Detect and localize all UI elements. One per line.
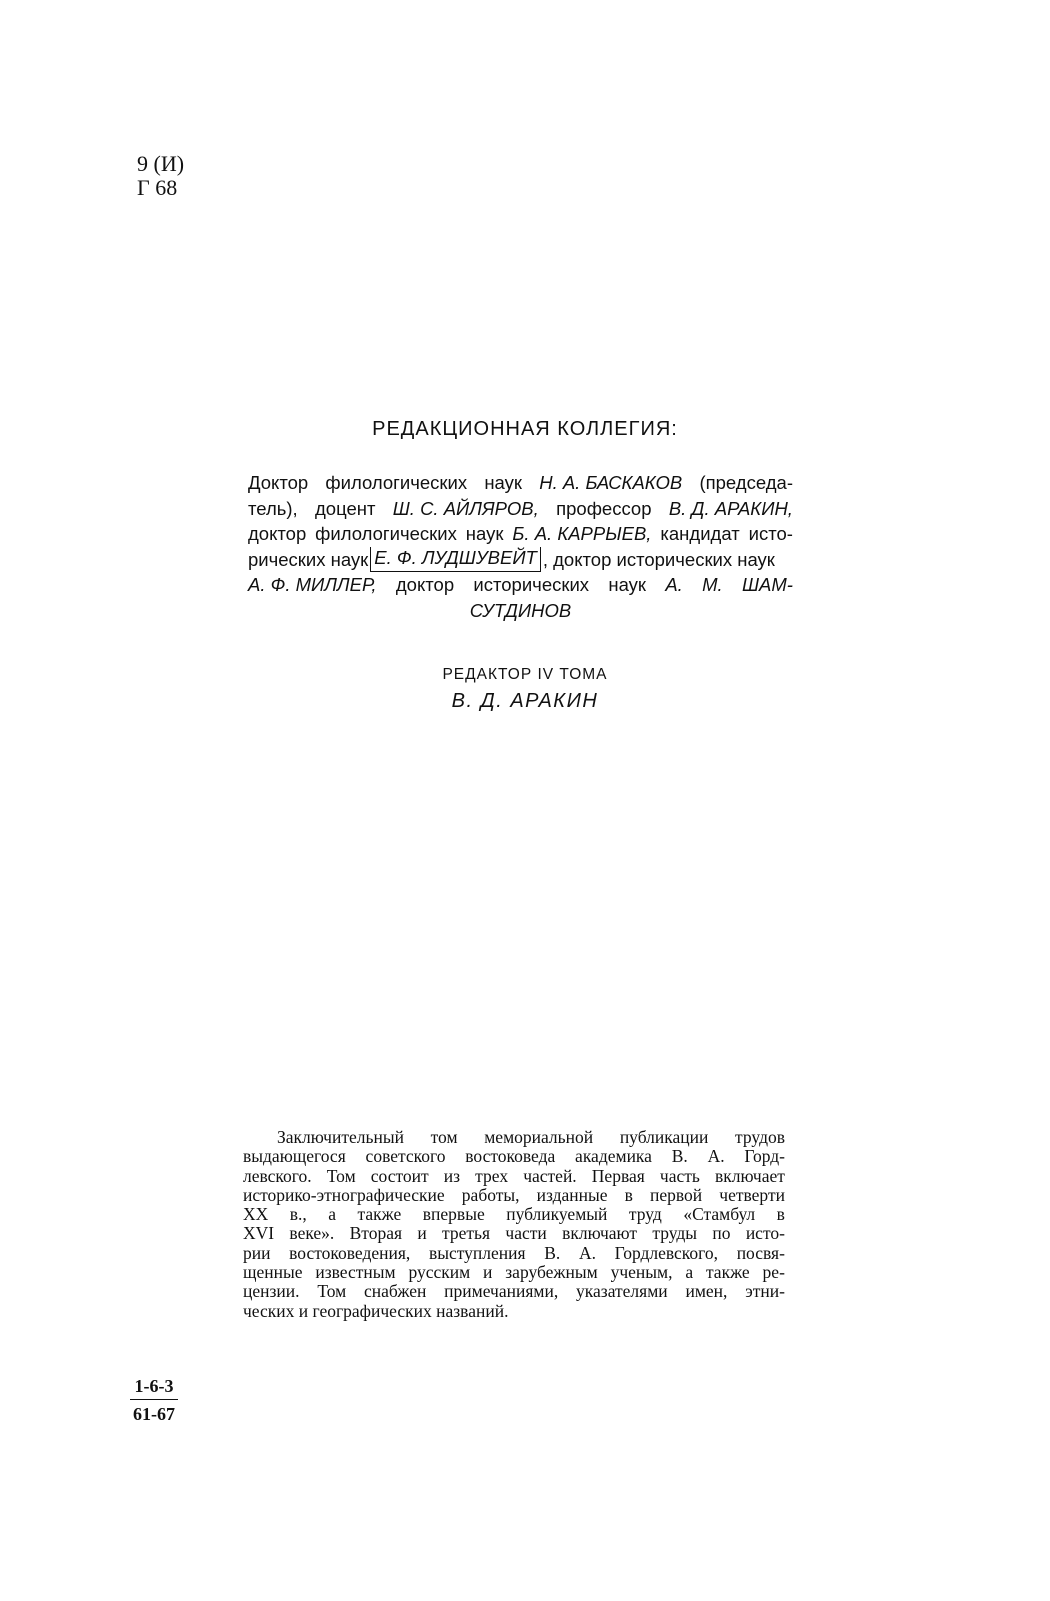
word: примечаниями,	[444, 1281, 559, 1302]
member-name: Б. А. КАРРЫЕВ,	[512, 523, 652, 544]
member-name: В. Д. АРАКИН,	[668, 497, 793, 519]
fraction-bar	[130, 1399, 178, 1400]
word: часть	[659, 1165, 700, 1186]
word: а	[685, 1262, 694, 1283]
word: тель),	[248, 497, 298, 519]
word: Гордлевского,	[614, 1242, 719, 1263]
word: XX	[243, 1204, 269, 1225]
word: XVI	[243, 1223, 275, 1244]
word: трех	[475, 1165, 509, 1186]
catalog-numerator: 1-6-3	[134, 1376, 174, 1396]
word: включает	[715, 1165, 785, 1186]
board-line	[248, 547, 793, 573]
word: востоковедения,	[289, 1242, 411, 1263]
classification-code	[137, 152, 184, 200]
word: первой	[650, 1184, 703, 1205]
word: известным	[315, 1262, 396, 1283]
word: академика	[575, 1146, 652, 1167]
word: также	[357, 1204, 402, 1225]
editorial-board-heading: РЕДАКЦИОННАЯ КОЛЛЕГИЯ:	[372, 418, 678, 440]
word: ческих и географических названий.	[243, 1300, 509, 1321]
word: «Стамбул	[683, 1204, 756, 1225]
word: изданные	[536, 1184, 608, 1205]
word: по	[712, 1223, 731, 1244]
word: Том	[317, 1281, 347, 1302]
word: , доктор исторических наук	[542, 548, 775, 570]
word: мемориальной	[484, 1127, 594, 1147]
word: Горд-	[744, 1146, 785, 1167]
word: наук	[608, 574, 647, 595]
member-name: Н. А. БАСКАКОВ	[539, 472, 683, 493]
word: посвя-	[736, 1242, 785, 1263]
word: части	[505, 1223, 547, 1244]
word: доктор	[395, 574, 455, 595]
word: четверти	[719, 1184, 785, 1205]
word: В.	[671, 1146, 688, 1167]
annotation-line	[243, 1224, 785, 1243]
word: зарубежным	[505, 1262, 598, 1283]
word: выдающегося	[243, 1146, 346, 1167]
annotation-line	[243, 1205, 785, 1224]
word: и	[483, 1262, 493, 1283]
board-line	[248, 598, 793, 624]
word: частей.	[523, 1165, 577, 1186]
annotation-line	[243, 1263, 785, 1282]
word: снабжен	[364, 1281, 427, 1302]
word: также	[705, 1262, 750, 1283]
word: востоковеда	[465, 1146, 556, 1167]
annotation-paragraph	[243, 1128, 785, 1321]
classification-code-line-1: 9 (И)	[137, 151, 185, 176]
word: щенные	[243, 1262, 303, 1283]
volume-editor-name: В. Д. АРАКИН	[451, 690, 599, 712]
word: Вторая	[349, 1223, 403, 1244]
word: рии	[243, 1242, 271, 1263]
word: Первая	[591, 1165, 645, 1186]
word: выступления	[428, 1242, 526, 1263]
annotation-line	[243, 1282, 785, 1301]
word: А.	[707, 1146, 725, 1167]
word: исторических	[473, 574, 590, 595]
word: филологических	[315, 523, 457, 544]
member-name: А.	[665, 574, 683, 595]
word: наук	[484, 472, 522, 493]
board-line	[248, 521, 793, 547]
word: а	[328, 1204, 337, 1225]
word: трудов	[735, 1127, 785, 1147]
classification-code-line-2: Г 68	[137, 175, 178, 200]
word: исто-	[748, 523, 793, 544]
word: наук	[465, 523, 504, 544]
board-line	[248, 572, 793, 598]
word: веке».	[289, 1223, 335, 1244]
annotation-line	[243, 1186, 785, 1205]
word: указателями	[576, 1281, 668, 1302]
member-name: М.	[702, 574, 723, 595]
word: имен,	[685, 1281, 728, 1302]
word: профессор	[556, 497, 652, 519]
word: историко-этнографические	[243, 1184, 445, 1205]
word: цензии.	[243, 1281, 300, 1302]
board-line	[248, 496, 793, 522]
board-line	[248, 470, 793, 496]
word: доктор	[248, 523, 307, 544]
word: в.,	[289, 1204, 307, 1225]
word: Доктор	[248, 472, 309, 493]
annotation-line	[243, 1147, 785, 1166]
word: Заключительный	[277, 1127, 404, 1147]
word: советского	[365, 1146, 446, 1167]
word: А.	[578, 1242, 596, 1263]
word: впервые	[422, 1204, 485, 1225]
catalog-denominator: 61-67	[133, 1404, 175, 1424]
word: труды	[652, 1223, 698, 1244]
word: доцент	[315, 497, 376, 519]
word: в	[624, 1184, 633, 1205]
word: в	[776, 1204, 785, 1225]
word: рических наук	[248, 548, 369, 570]
word: включают	[562, 1223, 638, 1244]
volume-editor-heading: РЕДАКТОР IV ТОМА	[442, 666, 608, 683]
word: ре-	[762, 1262, 785, 1283]
word: том	[430, 1127, 458, 1147]
word: этни-	[745, 1281, 785, 1302]
word: третья	[442, 1223, 491, 1244]
word: состоит	[370, 1165, 429, 1186]
editorial-board-members	[248, 470, 793, 623]
annotation-line	[243, 1167, 785, 1186]
word: работы,	[461, 1184, 520, 1205]
word: В.	[544, 1242, 561, 1263]
word: русским	[408, 1262, 471, 1283]
word: из	[443, 1165, 461, 1186]
word: кандидат	[660, 523, 740, 544]
word: ученым,	[610, 1262, 673, 1283]
annotation-line	[243, 1244, 785, 1263]
word: труд	[628, 1204, 662, 1225]
member-name: А. Ф. МИЛЛЕР,	[248, 574, 377, 595]
annotation-line	[243, 1128, 785, 1147]
word: исто-	[745, 1223, 785, 1244]
member-name: ШАМ-	[742, 574, 793, 595]
catalog-fraction	[130, 1375, 178, 1425]
member-name: Ш. С. АЙЛЯРОВ,	[392, 497, 539, 519]
word: публикации	[619, 1127, 709, 1147]
annotation-line	[243, 1302, 785, 1321]
member-name: СУТДИНОВ	[469, 599, 572, 621]
word: левского.	[243, 1165, 312, 1186]
word: (председа-	[699, 472, 793, 493]
word: Том	[326, 1165, 356, 1186]
word: и	[417, 1223, 427, 1244]
word: публикуемый	[506, 1204, 608, 1225]
word: филологических	[325, 472, 468, 493]
deceased-member-box: Е. Ф. ЛУДШУВЕЙТ	[370, 547, 541, 573]
